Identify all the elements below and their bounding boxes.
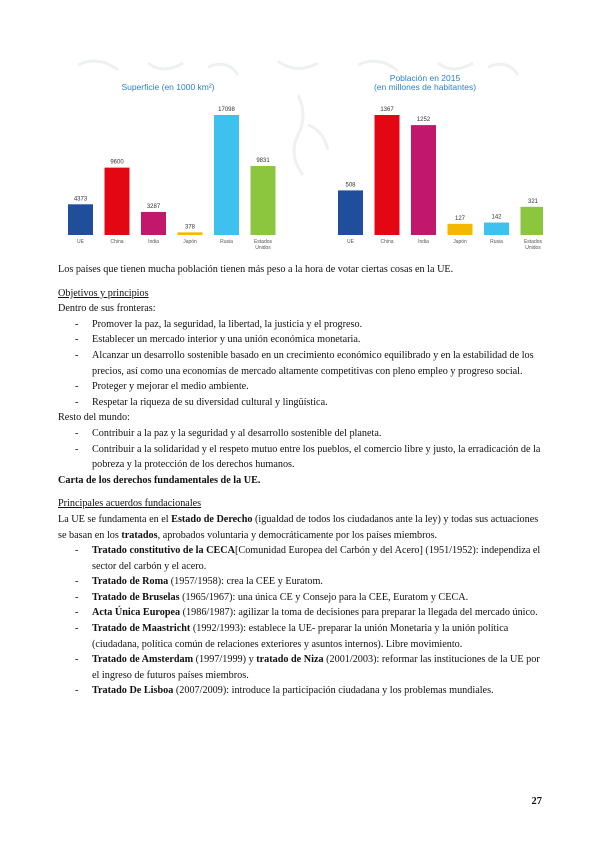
bar-data-label: 1367 xyxy=(380,107,394,113)
category-tick-label: Estados xyxy=(253,239,273,245)
treaty-name: Tratado constitutivo de la CECA xyxy=(92,545,236,557)
bar-data-label: 378 xyxy=(184,224,196,231)
objective-item: - Respetar la riqueza de su diversidad cultural y lingüística. xyxy=(58,395,548,411)
bar-japón xyxy=(178,232,203,235)
intro-rule-of-law: Estado de Derecho xyxy=(171,513,253,525)
treaty-list xyxy=(58,543,548,699)
bar-data-label: 1252 xyxy=(416,117,431,124)
agreements-intro-paragraph xyxy=(58,512,548,543)
treaty-item xyxy=(58,621,548,652)
bar-rusia xyxy=(214,115,239,235)
treaty-name: Tratado de Roma xyxy=(92,576,169,588)
treaty-item xyxy=(58,652,548,683)
bar-data-label: 3287 xyxy=(146,203,161,210)
bar-india xyxy=(411,125,436,235)
treaty-item xyxy=(58,543,548,574)
bar-rusia xyxy=(484,223,509,235)
bar-china xyxy=(375,115,400,235)
page-number: 27 xyxy=(531,796,542,807)
population-chart-title: Población en 2015 xyxy=(389,73,461,83)
category-tick-label: UE xyxy=(347,239,354,245)
bar-data-label: 4373 xyxy=(73,196,88,203)
treaty-description: [Comunidad Europea del Carbón y del Acero] (1951/1952): independiza el sector del carbón y el acero. xyxy=(92,545,541,572)
intro-text-e: , aprobados voluntaria y democráticamente por los países miembros. xyxy=(157,529,438,541)
category-tick-label: Japón xyxy=(453,239,467,245)
category-tick-label: Japón xyxy=(183,239,197,245)
area-chart-title: Superficie (en 1000 km²) xyxy=(121,82,215,92)
objective-item: - Establecer un mercado interior y una unión económica monetaria. xyxy=(58,332,548,348)
intro-text-c: (igualdad de todos los ciudadanos ante la ley) y todas sus actuaciones se basan en los xyxy=(58,513,539,541)
objective-item: - Promover la paz, la seguridad, la libertad, la justicia y el progreso. xyxy=(58,317,548,333)
bar-china xyxy=(105,168,130,235)
intro-text-a: La UE se fundamenta en el xyxy=(58,513,172,525)
area-bar-chart xyxy=(58,55,288,250)
treaty-description: (2007/2009): introduce la participación ciudadana y los problemas mundiales. xyxy=(173,685,494,697)
bar-data-label: 9600 xyxy=(110,159,124,166)
objectives-heading: Objetivos y principios xyxy=(58,287,149,299)
treaty-name: Tratado de Bruselas xyxy=(92,591,180,603)
inside-objectives-list xyxy=(58,317,548,411)
document-body xyxy=(58,262,548,699)
category-tick-label: India xyxy=(418,239,429,245)
treaty-description: (1997/1999) y xyxy=(193,654,257,666)
bar-data-label: 17098 xyxy=(218,107,235,113)
treaty-description: (2001/2003): reformar las instituciones de la UE por el ingreso de futuros países miembros. xyxy=(92,654,540,681)
inside-borders-label: Dentro de sus fronteras: xyxy=(58,303,156,315)
treaty-description: (1965/1967): una única CE y Consejo para la CEE, Euratom y CECA. xyxy=(179,591,469,603)
eu-comparison-infographic xyxy=(58,55,543,250)
agreements-heading: Principales acuerdos fundacionales xyxy=(58,498,202,510)
category-tick-label: India xyxy=(148,239,159,245)
treaty-name: Tratado de Amsterdam xyxy=(92,654,194,666)
bar-japón xyxy=(448,224,473,235)
objective-item: - Alcanzar un desarrollo sostenible basado en un crecimiento económico equilibrado y en la estabilidad de los precios, así como una economías de mercado altamente competitivas con pleno empleo y progreso social. xyxy=(58,348,548,379)
treaty-name: Tratado de Maastricht xyxy=(92,623,191,635)
intro-paragraph: Los países que tienen mucha población tienen más peso a la hora de votar ciertas cosas en la UE. xyxy=(58,264,454,275)
treaty-description: (1992/1993): establece la UE- preparar la unión Monetaria y la unión política (ciudadana, política común de relaciones exteriores y asuntos internos). Libre movimiento. xyxy=(92,623,509,650)
bar-india xyxy=(141,212,166,235)
treaty-name: Acta Única Europea xyxy=(92,607,181,619)
bar-data-label: 142 xyxy=(491,214,502,221)
treaty-description: (1986/1987): agilizar la toma de decisiones para preparar la llegada del mercado único. xyxy=(180,607,538,619)
bar-data-label: 9831 xyxy=(256,158,270,165)
intro-treaties: tratados xyxy=(121,529,158,541)
bar-ue xyxy=(68,204,93,235)
bar-ue xyxy=(338,190,363,235)
bar-data-label: 127 xyxy=(454,215,466,222)
world-objective-item: - Contribuir a la solidaridad y el respeto mutuo entre los pueblos, el comercio libre y justo, la erradicación de la pobreza y la protección de los derechos humanos. xyxy=(58,442,548,473)
treaty-item xyxy=(58,683,548,699)
bar-data-label: 321 xyxy=(527,198,539,205)
category-tick-label: Rusia xyxy=(220,239,233,245)
treaty-item xyxy=(58,574,548,590)
category-tick-label: UE xyxy=(77,239,84,245)
treaty-item xyxy=(58,590,548,606)
treaty-description: (1957/1958): crea la CEE y Euratom. xyxy=(168,576,323,588)
treaty-name: tratado de Niza xyxy=(256,654,324,666)
world-objective-item: - Contribuir a la paz y la seguridad y al desarrollo sostenible del planeta. xyxy=(58,426,548,442)
category-tick-label: China xyxy=(110,239,124,245)
category-tick-label: Estados xyxy=(523,239,543,245)
treaty-name: Tratado De Lisboa xyxy=(92,685,174,697)
treaty-item xyxy=(58,605,548,621)
category-tick-label: China xyxy=(380,239,394,245)
population-chart-subtitle: (en millones de habitantes) xyxy=(373,82,477,92)
outside-objectives-list xyxy=(58,426,548,473)
population-bar-chart xyxy=(328,55,543,250)
category-tick-label: Rusia xyxy=(490,239,503,245)
charter-heading: Carta de los derechos fundamentales de la UE. xyxy=(58,474,261,486)
category-tick-label: Unidos xyxy=(255,245,271,251)
bar-data-label: 508 xyxy=(345,182,356,189)
objective-item: - Proteger y mejorar el medio ambiente. xyxy=(58,379,548,395)
bar-estados-unidos xyxy=(251,166,276,235)
category-tick-label: Unidos xyxy=(525,245,541,251)
bar-estados-unidos xyxy=(521,207,544,235)
rest-of-world-label: Resto del mundo: xyxy=(58,412,130,424)
